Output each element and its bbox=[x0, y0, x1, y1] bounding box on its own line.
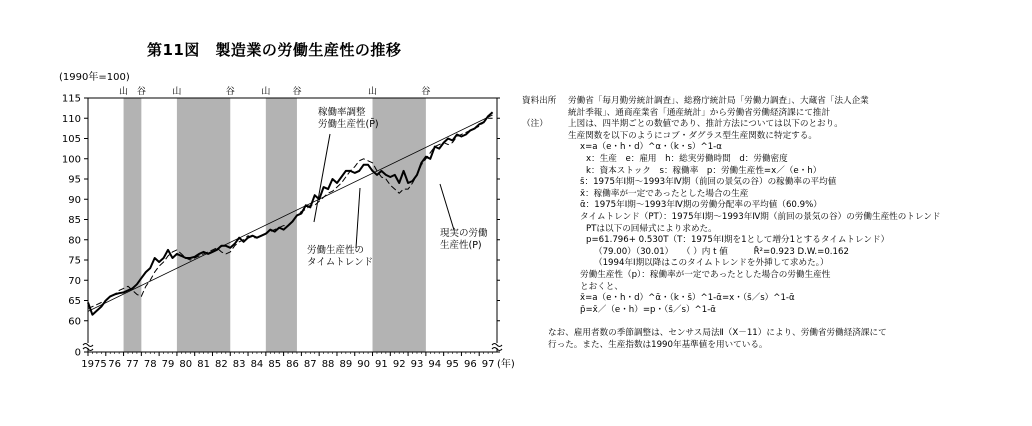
cycle-marker-label: 山 bbox=[261, 87, 271, 97]
note-line bbox=[522, 282, 1027, 294]
x-tick-label: 93 bbox=[410, 359, 424, 370]
note-line bbox=[522, 328, 1027, 340]
note-text: ᾱ：1975年Ⅰ期～1993年Ⅳ期の労働分配率の平均値（60.9%） bbox=[580, 200, 822, 211]
x-tick-label: 90 bbox=[357, 359, 370, 370]
note-text: とおくと、 bbox=[580, 281, 623, 292]
x-tick-label: 81 bbox=[197, 359, 210, 370]
x-tick-label: 97 bbox=[481, 359, 495, 370]
note-line bbox=[522, 340, 1027, 352]
note-text: PTは以下の回帰式により求めた。 bbox=[586, 223, 717, 234]
y-tick-label: 105 bbox=[61, 134, 81, 145]
y-unit-label: (1990年=100) bbox=[59, 72, 130, 83]
note-text: x=a（e・h・d）^α・（k・s）^1-α bbox=[580, 142, 722, 153]
x-tick-label: 87 bbox=[303, 359, 317, 370]
recession-band bbox=[177, 98, 230, 352]
x-tick-label: 82 bbox=[215, 359, 228, 370]
note-line bbox=[522, 177, 1027, 189]
recession-bands bbox=[124, 98, 426, 352]
y-tick-label: 95 bbox=[68, 174, 81, 186]
recession-band bbox=[124, 98, 142, 352]
annotation-line: タイムトレンド bbox=[307, 257, 374, 268]
note-line bbox=[522, 293, 1027, 305]
y-tick-label: 75 bbox=[68, 255, 81, 267]
note-line bbox=[522, 189, 1027, 201]
note-line bbox=[522, 270, 1027, 282]
note-line bbox=[522, 212, 1027, 224]
x-tick-label: 94 bbox=[428, 359, 442, 370]
figure-title: 第11図 製造業の労働生産性の推移 bbox=[147, 41, 402, 59]
cycle-marker-label: 山 bbox=[368, 87, 378, 97]
x-tick-label: 79 bbox=[161, 359, 175, 370]
annotation-line: 現実の労働 bbox=[440, 228, 488, 239]
notes-block bbox=[522, 96, 1027, 351]
cycle-marker-label: 山 bbox=[119, 87, 129, 97]
x-tick-label: 96 bbox=[463, 359, 477, 370]
note-line bbox=[522, 200, 1027, 212]
note-key: 資料出所 bbox=[522, 96, 557, 106]
note-text: 労働生産性（p）：稼働率が一定であったとした場合の労働生産性 bbox=[580, 269, 831, 280]
annotation-line: 労働生産性の bbox=[307, 245, 365, 256]
annotation-line: 生産性(P) bbox=[440, 240, 482, 251]
cycle-marker-label: 谷 bbox=[225, 87, 235, 97]
note-line bbox=[522, 224, 1027, 236]
note-text: （1994年Ⅰ期以降はこのタイムトレンドを外挿して求めた。） bbox=[594, 258, 829, 269]
note-text: s̄：1975年Ⅰ期～1993年Ⅳ期（前回の景気の谷）の稼働率の平均値 bbox=[580, 177, 837, 188]
x-tick-label: 83 bbox=[232, 359, 246, 370]
cycle-marker-label: 谷 bbox=[136, 87, 146, 97]
note-text: x：生産 e：雇用 h：総実労働時間 d：労働密度 bbox=[586, 153, 788, 164]
y-tick-label: 110 bbox=[61, 113, 81, 125]
y-tick-label: 100 bbox=[61, 154, 81, 166]
note-text: なお、雇用者数の季節調整は、センサス局法Ⅱ（X－11）により、労働省労働経済課にて bbox=[548, 328, 887, 339]
note-line bbox=[522, 108, 1027, 120]
note-text: 統計季報」、通商産業省「通産統計」から労働省労働経済課にて推計 bbox=[568, 107, 831, 118]
annotation-leader bbox=[440, 184, 454, 230]
x-tick-label: 76 bbox=[108, 359, 122, 370]
y-tick-label: 65 bbox=[68, 296, 81, 307]
note-line bbox=[522, 247, 1027, 259]
x-tick-label: 77 bbox=[126, 359, 139, 370]
recession-band bbox=[266, 98, 297, 352]
annotation-label bbox=[440, 227, 488, 251]
note-line bbox=[522, 119, 1027, 131]
x-tick-label: 95 bbox=[446, 359, 459, 370]
annotation-leader bbox=[356, 188, 360, 248]
y-tick-label: 60 bbox=[68, 316, 81, 328]
y-tick-label: 0 bbox=[74, 347, 81, 359]
y-tick-label: 80 bbox=[68, 235, 81, 247]
x-tick-label: 84 bbox=[250, 359, 264, 370]
note-text: 行った。また、生産指数は1990年基準値を用いている。 bbox=[548, 339, 768, 350]
y-tick-label: 90 bbox=[68, 194, 81, 206]
note-line bbox=[522, 235, 1027, 247]
cycle-marker-label: 山 bbox=[172, 87, 182, 97]
x-tick-label: 89 bbox=[339, 359, 353, 370]
annotation-label bbox=[318, 106, 379, 130]
annotation-leader bbox=[314, 134, 330, 222]
note-text: 生産関数を以下のようにコブ・ダグラス型生産関数に特定する。 bbox=[568, 130, 817, 141]
note-text: 労働省「毎月勤労統計調査」、総務庁統計局「労働力調査」、大蔵省「法人企業 bbox=[568, 96, 869, 106]
x-tick-label: 85 bbox=[268, 359, 282, 370]
note-line bbox=[522, 305, 1027, 317]
cycle-marker-label: 谷 bbox=[421, 87, 431, 97]
note-line bbox=[522, 258, 1027, 270]
x-axis-label: (年) bbox=[497, 359, 515, 370]
x-tick-label: 92 bbox=[392, 359, 406, 370]
note-key: （注） bbox=[522, 119, 548, 130]
note-text: k：資本ストック s：稼働率 p：労働生産性=x／（e・h） bbox=[586, 165, 822, 176]
recession-band bbox=[373, 98, 426, 352]
x-tick-label: 91 bbox=[375, 359, 388, 370]
annotation-line: 労働生産性(P̄) bbox=[318, 119, 379, 130]
note-text: x̄：稼働率が一定であったとした場合の生産 bbox=[580, 188, 749, 199]
x-tick-label: 78 bbox=[143, 359, 157, 370]
x-tick-label: 86 bbox=[286, 359, 299, 370]
note-line bbox=[522, 166, 1027, 178]
cycle-marker-label: 谷 bbox=[292, 87, 302, 97]
note-text: p̄=x̄／（e・h）=p・（s̄／s）^1-ᾱ bbox=[580, 304, 716, 315]
x-tick-label: 80 bbox=[179, 359, 193, 370]
note-text: タイムトレンド（PT）：1975年Ⅰ期～1993年Ⅳ期（前回の景気の谷）の労働生産性のトレンド bbox=[580, 211, 941, 222]
note-text: p=61.796+ 0.530T（T：1975年Ⅰ期を1として増分1とするタイムトレンド） bbox=[586, 235, 890, 246]
y-tick-label: 85 bbox=[68, 215, 81, 226]
x-tick-label: 88 bbox=[321, 359, 335, 370]
note-line bbox=[522, 154, 1027, 166]
annotation-line: 稼働率調整 bbox=[318, 107, 366, 118]
note-text: （79.00）（30.01） （ ）内 t 値 R̄²=0.923 D.W.=0.162 bbox=[594, 246, 849, 257]
note-text: 上図は、四半期ごとの数値であり、推計方法については以下のとおり。 bbox=[568, 119, 843, 130]
y-tick-label: 115 bbox=[61, 93, 81, 105]
note-line bbox=[522, 131, 1027, 143]
note-line bbox=[522, 142, 1027, 154]
note-text: x̄=a（e・h・d）^ᾱ・（k・s̄）^1-ᾱ=x・（s̄／s）^1-ᾱ bbox=[580, 293, 795, 304]
x-tick-label: 1975 bbox=[81, 359, 107, 370]
annotation-label bbox=[307, 244, 373, 268]
note-line bbox=[522, 96, 1027, 108]
y-tick-label: 70 bbox=[68, 275, 81, 287]
